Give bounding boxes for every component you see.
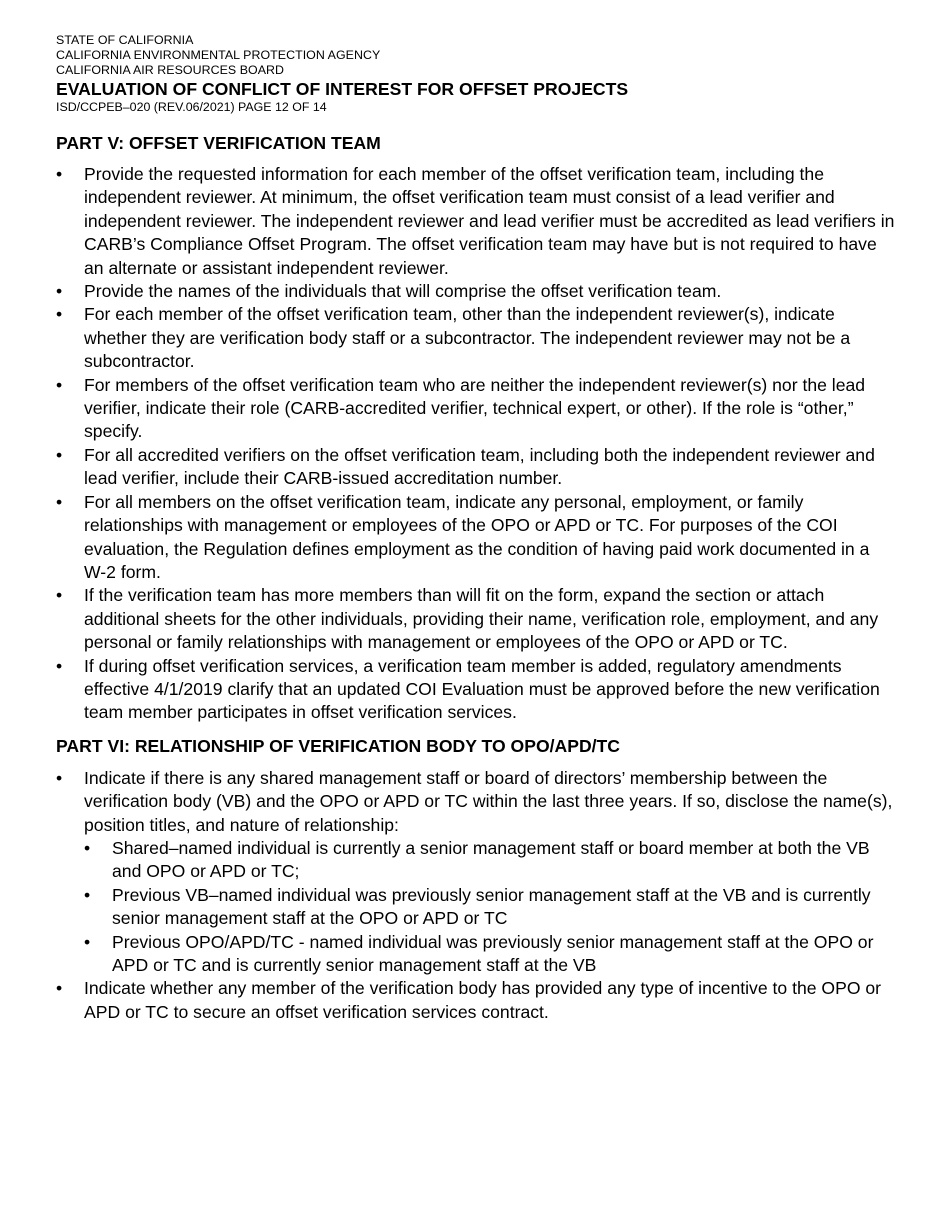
part5-heading: PART V: OFFSET VERIFICATION TEAM (56, 133, 381, 153)
header-state: STATE OF CALIFORNIA (56, 33, 194, 47)
sub-list-item-text: Previous VB–named individual was previously senior management staff at the VB and is currently senior management staff at the OPO or APD or TC (112, 884, 871, 929)
bullet-icon: • (56, 281, 63, 302)
part6-bullet-list (56, 767, 896, 1024)
list-item (56, 977, 896, 1024)
list-item-text: Indicate whether any member of the verification body has provided any type of incentive to the OPO or APD or TC to secure an offset verification services contract. (84, 978, 882, 1022)
list-item-text: For all accredited verifiers on the offset verification team, including both the independent reviewer and lead verifier, include their CARB-issued accreditation number. (84, 444, 875, 489)
list-item-text: If the verification team has more members than will fit on the form, expand the section or attach additional sheets for the other individuals, providing their name, verification role, employment, and any personal or family relationships with management or employees of the OPO or APD or TC. (84, 585, 879, 653)
sub-list-item-text: Previous OPO/APD/TC - named individual was previously senior management staff at the OPO or APD or TC and is currently senior management staff at the VB (112, 931, 874, 975)
bullet-icon: • (56, 978, 63, 999)
list-item-text: Provide the names of the individuals that will comprise the offset verification team. (84, 281, 722, 302)
list-item (56, 280, 896, 303)
form-id: ISD/CCPEB–020 (REV.06/2021) PAGE 12 OF 14 (56, 100, 327, 114)
bullet-icon: • (84, 931, 91, 952)
sub-list-item (84, 884, 896, 931)
list-item-text: Provide the requested information for each member of the offset verification team, including the independent reviewer. At minimum, the offset verification team must consist of a lead verifier and independent reviewer. The independent reviewer and lead verifier must be accredited as lead verifiers in CARB’s Compliance Offset Program. The offset verification team may have but is not required to have an alternate or assistant independent reviewer. (84, 164, 895, 278)
bullet-icon: • (56, 304, 63, 325)
header-board: CALIFORNIA AIR RESOURCES BOARD (56, 63, 285, 77)
list-item (56, 444, 896, 491)
list-item (56, 491, 896, 585)
header-agency: CALIFORNIA ENVIRONMENTAL PROTECTION AGENCY (56, 48, 381, 62)
list-item-text: For members of the offset verification team who are neither the independent reviewer(s) nor the lead verifier, indicate their role (CARB-accredited verifier, technical expert, or other). If the role is “other,” specify. (84, 374, 866, 442)
bullet-icon: • (56, 374, 63, 395)
sub-list-item (84, 837, 896, 884)
list-item-text: For each member of the offset verification team, other than the independent reviewer(s), indicate whether they are verification body staff or a subcontractor. The independent reviewer may not be a subcontractor. (84, 304, 851, 372)
sub-list-item-text: Shared–named individual is currently a senior management staff or board member at both the VB and OPO or APD or TC; (112, 837, 870, 882)
sub-bullet-list (84, 837, 896, 977)
document-page (56, 33, 896, 1024)
list-item (56, 767, 896, 978)
bullet-icon: • (56, 655, 63, 676)
list-item (56, 163, 896, 280)
bullet-icon: • (56, 444, 63, 465)
bullet-icon: • (56, 767, 63, 788)
list-item (56, 655, 896, 725)
document-title: EVALUATION OF CONFLICT OF INTEREST FOR OFFSET PROJECTS (56, 79, 629, 99)
list-item (56, 374, 896, 444)
part5-bullet-list (56, 163, 896, 725)
list-item (56, 584, 896, 654)
sub-list-item (84, 931, 896, 978)
list-item-text: If during offset verification services, a verification team member is added, regulatory amendments effective 4/1/2019 clarify that an updated COI Evaluation must be approved before the new verification team member participates in offset verification services. (84, 655, 880, 723)
bullet-icon: • (56, 491, 63, 512)
part6-heading: PART VI: RELATIONSHIP OF VERIFICATION BODY TO OPO/APD/TC (56, 735, 621, 756)
bullet-icon: • (56, 164, 63, 184)
list-item-text: For all members on the offset verification team, indicate any personal, employment, or family relationships with management or employees of the OPO or APD or TC. For purposes of the COI evaluation, the Regulation defines employment as the condition of having paid work documented in a W-2 form. (84, 491, 870, 582)
bullet-icon: • (84, 884, 91, 905)
bullet-icon: • (84, 837, 91, 858)
list-item-text: Indicate if there is any shared management staff or board of directors’ membership between the verification body (VB) and the OPO or APD or TC within the last three years. If so, disclose the name(s), position titles, and nature of relationship: (84, 767, 893, 835)
list-item (56, 303, 896, 373)
bullet-icon: • (56, 585, 63, 606)
